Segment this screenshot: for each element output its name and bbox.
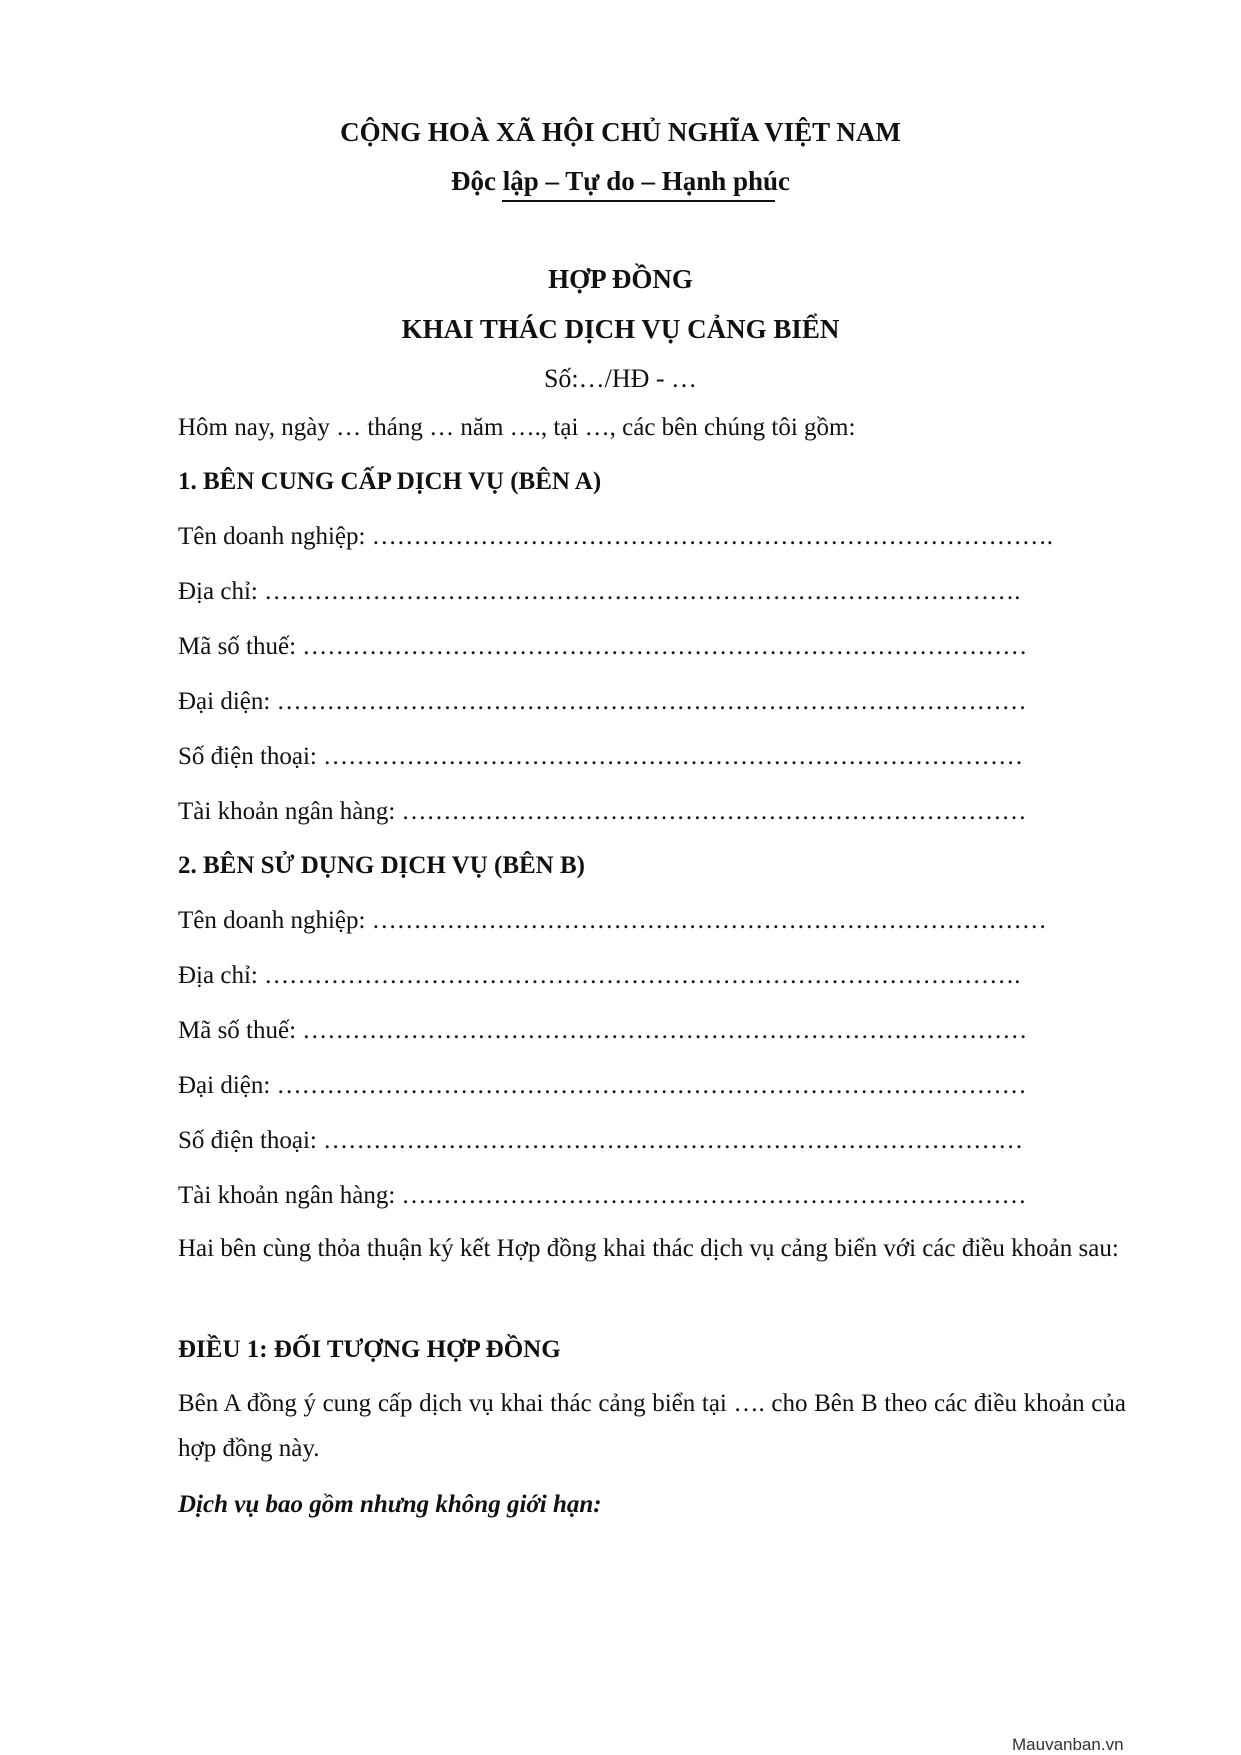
party-a-representative-field: Đại diện: ……………………………………………………………………………… xyxy=(178,688,1027,715)
services-heading: Dịch vụ bao gồm nhưng không giới hạn: xyxy=(178,1491,602,1518)
agreement-paragraph: Hai bên cùng thỏa thuận ký kết Hợp đồng khai thác dịch vụ cảng biển với các điều khoản sau: xyxy=(178,1235,1119,1262)
article-1-body: Bên A đồng ý cung cấp dịch vụ khai thác cảng biển tại …. cho Bên B theo các điều khoản của hợp đồng này. xyxy=(178,1390,1126,1462)
contract-title: HỢP ĐỒNG xyxy=(548,264,693,294)
party-a-bank-field: Tài khoản ngân hàng: ………………………………………………………………… xyxy=(178,798,1027,825)
party-b-tax-field: Mã số thuế: …………………………………………………………………………… xyxy=(178,1017,1028,1044)
party-b-phone-field: Số điện thoại: ………………………………………………………………………… xyxy=(178,1127,1024,1154)
party-b-address-field: Địa chỉ: ………………………………………………………………………………. xyxy=(178,962,1021,989)
party-a-tax-field: Mã số thuế: …………………………………………………………………………… xyxy=(178,633,1028,660)
watermark-text: Mauvanban.vn xyxy=(1012,1735,1124,1754)
party-a-phone-field: Số điện thoại: ………………………………………………………………………… xyxy=(178,743,1024,770)
party-a-heading: 1. BÊN CUNG CẤP DỊCH VỤ (BÊN A) xyxy=(178,468,602,495)
contract-subtitle: KHAI THÁC DỊCH VỤ CẢNG BIỂN xyxy=(401,314,840,344)
party-b-company-field: Tên doanh nghiệp: ……………………………………………………………………… xyxy=(178,907,1047,934)
party-b-heading: 2. BÊN SỬ DỤNG DỊCH VỤ (BÊN B) xyxy=(178,852,585,879)
national-header: CỘNG HOÀ XÃ HỘI CHỦ NGHĨA VIỆT NAM xyxy=(340,117,901,147)
contract-number: Số:…/HĐ - … xyxy=(543,364,698,393)
party-a-company-field: Tên doanh nghiệp: ………………………………………………………………………. xyxy=(178,523,1053,550)
motto-underline xyxy=(502,200,775,202)
intro-text: Hôm nay, ngày … tháng … năm …., tại …, các bên chúng tôi gồm: xyxy=(178,414,856,441)
party-a-address-field: Địa chỉ: ………………………………………………………………………………. xyxy=(178,578,1021,605)
article-1-heading: ĐIỀU 1: ĐỐI TƯỢNG HỢP ĐỒNG xyxy=(178,1336,561,1363)
national-motto: Độc lập – Tự do – Hạnh phúc xyxy=(450,166,791,196)
party-b-bank-field: Tài khoản ngân hàng: ………………………………………………………………… xyxy=(178,1182,1027,1209)
party-b-representative-field: Đại diện: ……………………………………………………………………………… xyxy=(178,1072,1027,1099)
